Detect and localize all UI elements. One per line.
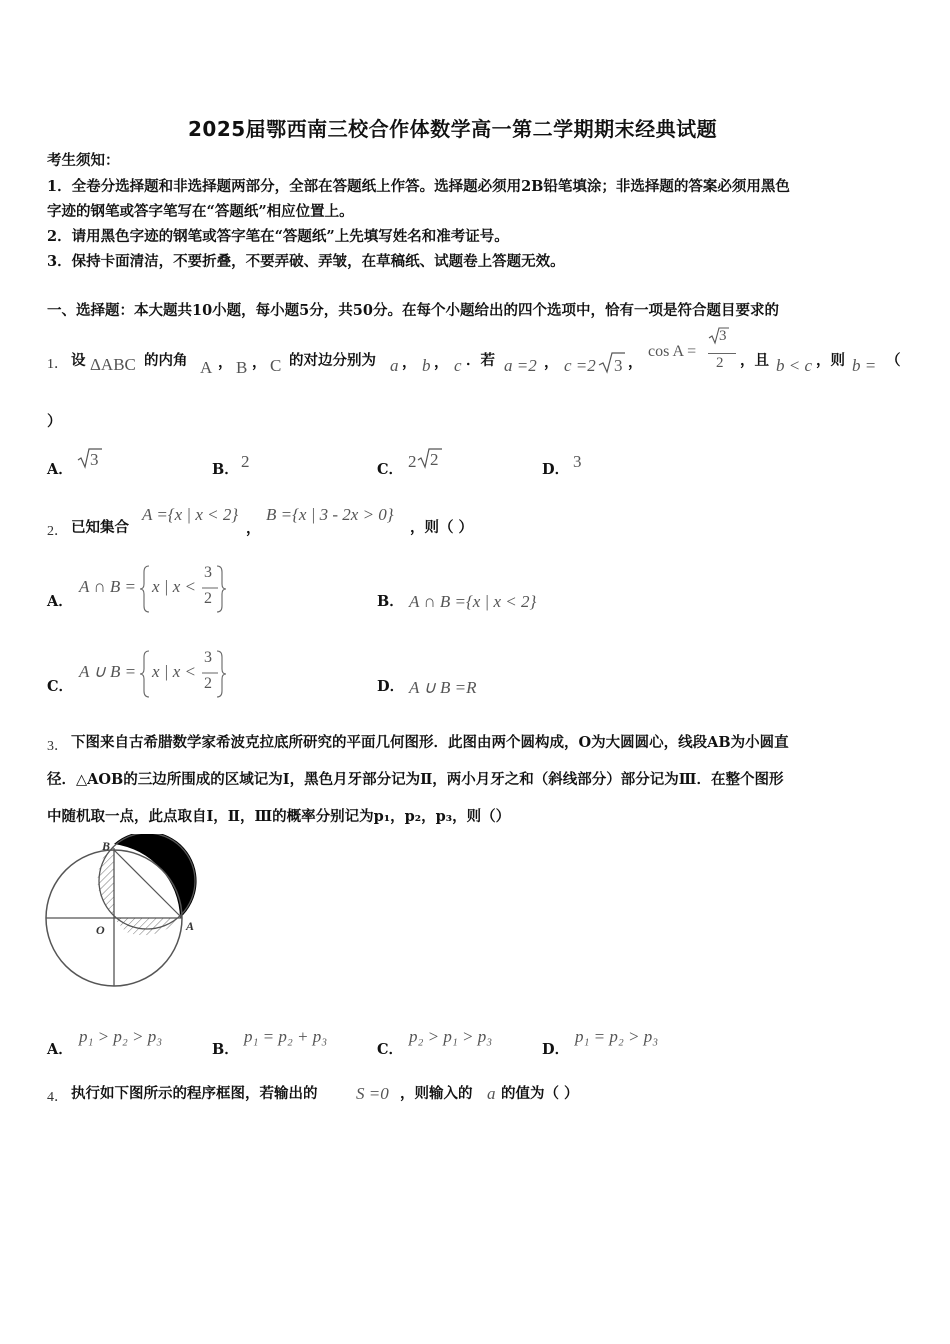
notice-heading: 考生须知： — [47, 152, 120, 169]
q1-paren-close: ） — [47, 413, 62, 430]
q4-text: 的值为（ ） — [501, 1085, 579, 1102]
option-a-inner: x | x < — [152, 577, 196, 596]
option-c-label[interactable]: C． — [47, 678, 74, 695]
option-a-value: 3 — [90, 450, 99, 469]
q1-text: ．若 — [466, 352, 495, 369]
q4-variable-a: a — [487, 1084, 496, 1103]
notice-item-2: 2．请用黑色字迹的钢笔或答字笔在“答题纸”上先填写姓名和准考证号。 — [47, 228, 509, 245]
q1-separator: ， — [544, 354, 559, 371]
q2-set-a: A ={x | x < 2} — [142, 505, 239, 524]
page-title: 2025届鄂西南三校合作体数学高一第二学期期末经典试题 — [188, 117, 718, 141]
option-b-label[interactable]: B． — [212, 461, 239, 478]
option-d-expr: A ∪ B =R — [409, 678, 477, 697]
q3-line-1: 下图来自古希腊数学家希波克拉底所研究的平面几何图形．此图由两个圆构成，O为大圆圆心，线段AB为小圆直 — [71, 734, 789, 751]
q4-text: 执行如下图所示的程序框图，若输出的 — [71, 1085, 318, 1102]
label-b: B — [102, 839, 111, 853]
geometry-figure — [42, 834, 202, 994]
q1-text: ，则 — [816, 352, 845, 369]
q4-text: ，则输入的 — [400, 1085, 473, 1102]
q2-text: ，则（ ） — [410, 519, 474, 536]
option-c-expr: p₂ > p₁ > p₃ — [409, 1027, 493, 1046]
q2-set-b: B ={x | 3 - 2x > 0} — [266, 505, 394, 524]
q1-side-c: c — [454, 356, 462, 375]
option-b-expr: p₁ = p₂ + p₃ — [244, 1027, 328, 1046]
q2-number: 2． — [47, 524, 68, 539]
option-d-expr: p₁ = p₂ > p₃ — [575, 1027, 659, 1046]
q2-text: 已知集合 — [71, 519, 129, 536]
q1-text: 的对边分别为 — [289, 352, 376, 369]
q1-c-value: c =2 — [564, 356, 596, 375]
option-a-label[interactable]: A． — [47, 461, 73, 478]
label-a: A — [186, 919, 195, 933]
q1-a-value: a =2 — [504, 356, 537, 375]
option-d-label[interactable]: D． — [542, 461, 570, 478]
option-c-coef: 2 — [408, 452, 417, 471]
option-d-label[interactable]: D． — [377, 678, 405, 695]
option-a-expr: p₁ > p₂ > p₃ — [79, 1027, 163, 1046]
notice-item-3: 3．保持卡面清洁，不要折叠，不要弄破、弄皱，在草稿纸、试题卷上答题无效。 — [47, 253, 565, 270]
q1-c-radicand: 3 — [614, 356, 623, 375]
q1-ask: b = — [852, 356, 877, 375]
option-a-lhs: A ∩ B = — [79, 577, 136, 596]
option-c-num: 3 — [204, 649, 212, 666]
hatched-region-left — [98, 844, 114, 918]
q1-text: ，且 — [740, 352, 769, 369]
q1-separator: ， — [218, 354, 233, 371]
option-b-label[interactable]: B． — [212, 1041, 239, 1058]
option-c-inner: x | x < — [152, 662, 196, 681]
q1-separator: ， — [628, 354, 643, 371]
hatched-region-bottom — [114, 918, 180, 935]
q1-frac-numerator: 3 — [719, 328, 727, 344]
q1-number: 1． — [47, 357, 68, 372]
option-d-value: 3 — [573, 452, 582, 471]
option-a-num: 3 — [204, 564, 212, 581]
q4-s-value: S =0 — [356, 1084, 389, 1103]
label-o: O — [96, 923, 105, 937]
q3-line-2: 径．△AOB的三边所围成的区域记为I，黑色月牙部分记为Ⅱ，两小月牙之和（斜线部分）部分记为Ⅲ．在整个图形 — [47, 771, 784, 788]
q1-angle-b: B — [236, 358, 248, 377]
q1-separator: ， — [252, 354, 267, 371]
q1-text: 的内角 — [144, 352, 188, 369]
q3-line-3: 中随机取一点，此点取自Ⅰ，Ⅱ，Ⅲ的概率分别记为p₁，p₂，p₃，则（） — [47, 808, 511, 825]
q1-condition: b < c — [776, 356, 813, 375]
option-b-expr: A ∩ B ={x | x < 2} — [409, 592, 537, 611]
option-c-label[interactable]: C． — [377, 461, 404, 478]
q1-triangle: ΔABC — [90, 355, 136, 374]
q1-paren-open: （ — [886, 352, 901, 369]
option-a-label[interactable]: A． — [47, 1041, 73, 1058]
section-heading: 一、选择题：本大题共10小题，每小题5分，共50分。在每个小题给出的四个选项中，恰有一项是符合题目要求的 — [47, 302, 779, 319]
q1-separator: ， — [402, 354, 417, 371]
black-crescent — [114, 834, 197, 918]
option-d-label[interactable]: D． — [542, 1041, 570, 1058]
option-b-value: 2 — [241, 452, 250, 471]
option-a-den: 2 — [204, 590, 212, 607]
q1-separator: ， — [434, 354, 449, 371]
option-c-lhs: A ∪ B = — [79, 662, 137, 681]
q3-number: 3． — [47, 739, 68, 754]
option-a-label[interactable]: A． — [47, 593, 73, 610]
q1-side-b: b — [422, 356, 431, 375]
option-c-label[interactable]: C． — [377, 1041, 404, 1058]
notice-item-1: 1．全卷分选择题和非选择题两部分，全部在答题纸上作答。选择题必须用2B铅笔填涂；非选择题的答案必须用黑色 — [47, 178, 790, 195]
q1-angle-a: A — [200, 358, 213, 377]
notice-item-1-cont: 字迹的钢笔或答字笔写在“答题纸”相应位置上。 — [47, 203, 354, 220]
q4-number: 4． — [47, 1090, 68, 1105]
q1-text: 设 — [71, 352, 86, 369]
fraction-bar — [708, 353, 736, 354]
option-b-label[interactable]: B． — [377, 593, 404, 610]
option-c-den: 2 — [204, 675, 212, 692]
q1-cos: cos A = — [648, 343, 697, 360]
q2-separator: ， — [246, 520, 261, 537]
q1-frac-denominator: 2 — [716, 355, 724, 371]
q1-side-a: a — [390, 356, 399, 375]
q1-angle-c: C — [270, 356, 282, 375]
option-c-value: 2 — [430, 450, 439, 469]
